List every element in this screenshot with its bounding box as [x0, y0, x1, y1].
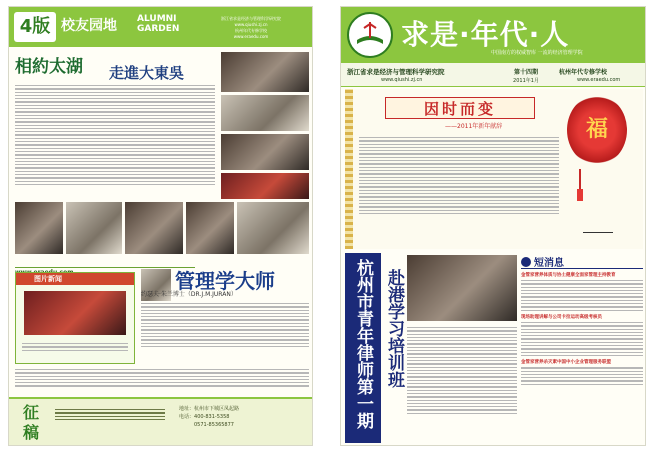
section-title-en-line2: GARDEN [137, 24, 180, 34]
tel-value-2: 0571-85365877 [194, 422, 234, 428]
left-footer [9, 397, 313, 446]
page-number: 4版 [19, 16, 51, 37]
article1-title-left: 相約太湖 [15, 57, 83, 77]
photo-news-box [15, 272, 135, 364]
url-divider [15, 259, 195, 268]
vertical-headline-right-col [383, 269, 405, 443]
masthead-website-right[interactable]: www.eraedu.com [577, 77, 621, 83]
header-info-block [195, 16, 307, 40]
masthead-website-left[interactable]: www.qiushi.zj.cn [381, 77, 423, 83]
photo-group-stage [221, 173, 309, 199]
footer-address-row [179, 405, 309, 413]
article2-title: 管理学大师 [175, 269, 275, 293]
news-item-body-2 [521, 322, 643, 356]
masthead-info-bar [341, 63, 646, 87]
masthead-title: 求是·年代·人 [401, 18, 570, 51]
news-item-title-3: 金管家营养杀灭素中国中小企业管理服务联盟 [521, 360, 611, 366]
article1-body [15, 83, 215, 187]
address-value: 杭州市下城区凤起路 [194, 406, 240, 412]
photo-group-outdoor [221, 52, 309, 92]
submission-char2: 稿 [22, 423, 39, 442]
fu-decoration [567, 95, 627, 165]
signature-mark [583, 217, 613, 233]
article1-title-right: 走進大東吳 [109, 64, 185, 82]
photo-people-trip [237, 202, 309, 254]
submission-char1: 征 [22, 403, 39, 422]
section-title-en-line1: ALUMNI [137, 14, 177, 24]
masthead-logo [347, 12, 393, 58]
institute-website[interactable]: www.qiushi.zj.cn [234, 22, 268, 27]
footer-tel2-row [179, 421, 309, 429]
photo-people-tour [186, 202, 234, 254]
photo-news-label: 图片新闻 [34, 275, 62, 283]
footer-tel-row [179, 413, 309, 421]
footer-contact [179, 405, 309, 429]
news-item-body-3 [521, 367, 643, 385]
vertical-headline-left-bar [345, 253, 381, 443]
photo-people-group [125, 202, 183, 254]
new-year-feature [345, 89, 643, 249]
article2-subtitle: 约瑟夫·朱兰博士（DR.J.M.JURAN） [141, 291, 237, 298]
feature-left-border [345, 89, 353, 249]
photo-news-image [24, 291, 126, 335]
masthead-issue: 第十四期 [513, 69, 538, 76]
news-icon [521, 257, 531, 267]
photo-group-dinner [221, 134, 309, 170]
fu-tassel-end [577, 189, 583, 201]
masthead-school: 杭州年代专修学校 [559, 69, 608, 76]
photo-people-talk [66, 202, 122, 254]
masthead-date: 2011年1月 [513, 78, 539, 84]
lawyer-group-photo [407, 255, 517, 321]
news-item-body-1 [521, 280, 643, 311]
lawyer-article-body [407, 325, 517, 416]
masthead-institute: 浙江省求是经济与管理科学研究院 [347, 68, 445, 76]
feature-title-box [385, 97, 535, 119]
feature-title: 因时而变 [423, 100, 496, 118]
short-news-column [521, 255, 643, 443]
vertical-headline-right: 赴港学习培训班 [384, 269, 404, 388]
tel-value-1: 400-831-5358 [194, 414, 230, 420]
tel-label: 电话： [179, 414, 195, 420]
photo-people-portrait [15, 202, 63, 254]
section-title-cn: 校友园地 [61, 18, 117, 34]
photo-news-header [16, 273, 134, 285]
right-newspaper-page [340, 6, 646, 446]
photo-group-meeting [221, 95, 309, 131]
left-newspaper-page [8, 6, 313, 446]
masthead-slogan: 中国南方的权威智库 一流的经济管理学院 [491, 50, 583, 56]
school-name: 杭州年代专修学校 [235, 28, 267, 33]
photo-news-caption [22, 341, 128, 353]
footer-text-left [55, 407, 165, 422]
article2-body [141, 301, 309, 349]
fu-character: 福 [585, 117, 608, 142]
short-news-heading: 短消息 [534, 258, 564, 269]
fu-tassel [579, 169, 581, 189]
article2-body-lower [15, 367, 309, 389]
vertical-headline-left: 杭州市青年律师第一期 [353, 259, 373, 429]
section-title-en [137, 14, 179, 34]
school-website[interactable]: www.eraedu.com [233, 34, 269, 39]
institute-name: 浙江省求是经济与管理科学研究院 [221, 16, 281, 21]
feature-body [359, 135, 559, 216]
feature-subtitle: ——2011年新年献辞 [445, 123, 503, 130]
submission-heading [15, 403, 47, 443]
book-logo-icon [349, 14, 391, 56]
page-number-box [14, 12, 56, 42]
news-item-title-1: 金管家营养体质与协土健康全面家管理主持教育 [521, 273, 616, 278]
address-label: 地址： [179, 406, 195, 412]
short-news-header [521, 255, 643, 269]
news-item-title-2: 现场助理讲解与公司卡拉运动高级考核员 [521, 314, 602, 320]
